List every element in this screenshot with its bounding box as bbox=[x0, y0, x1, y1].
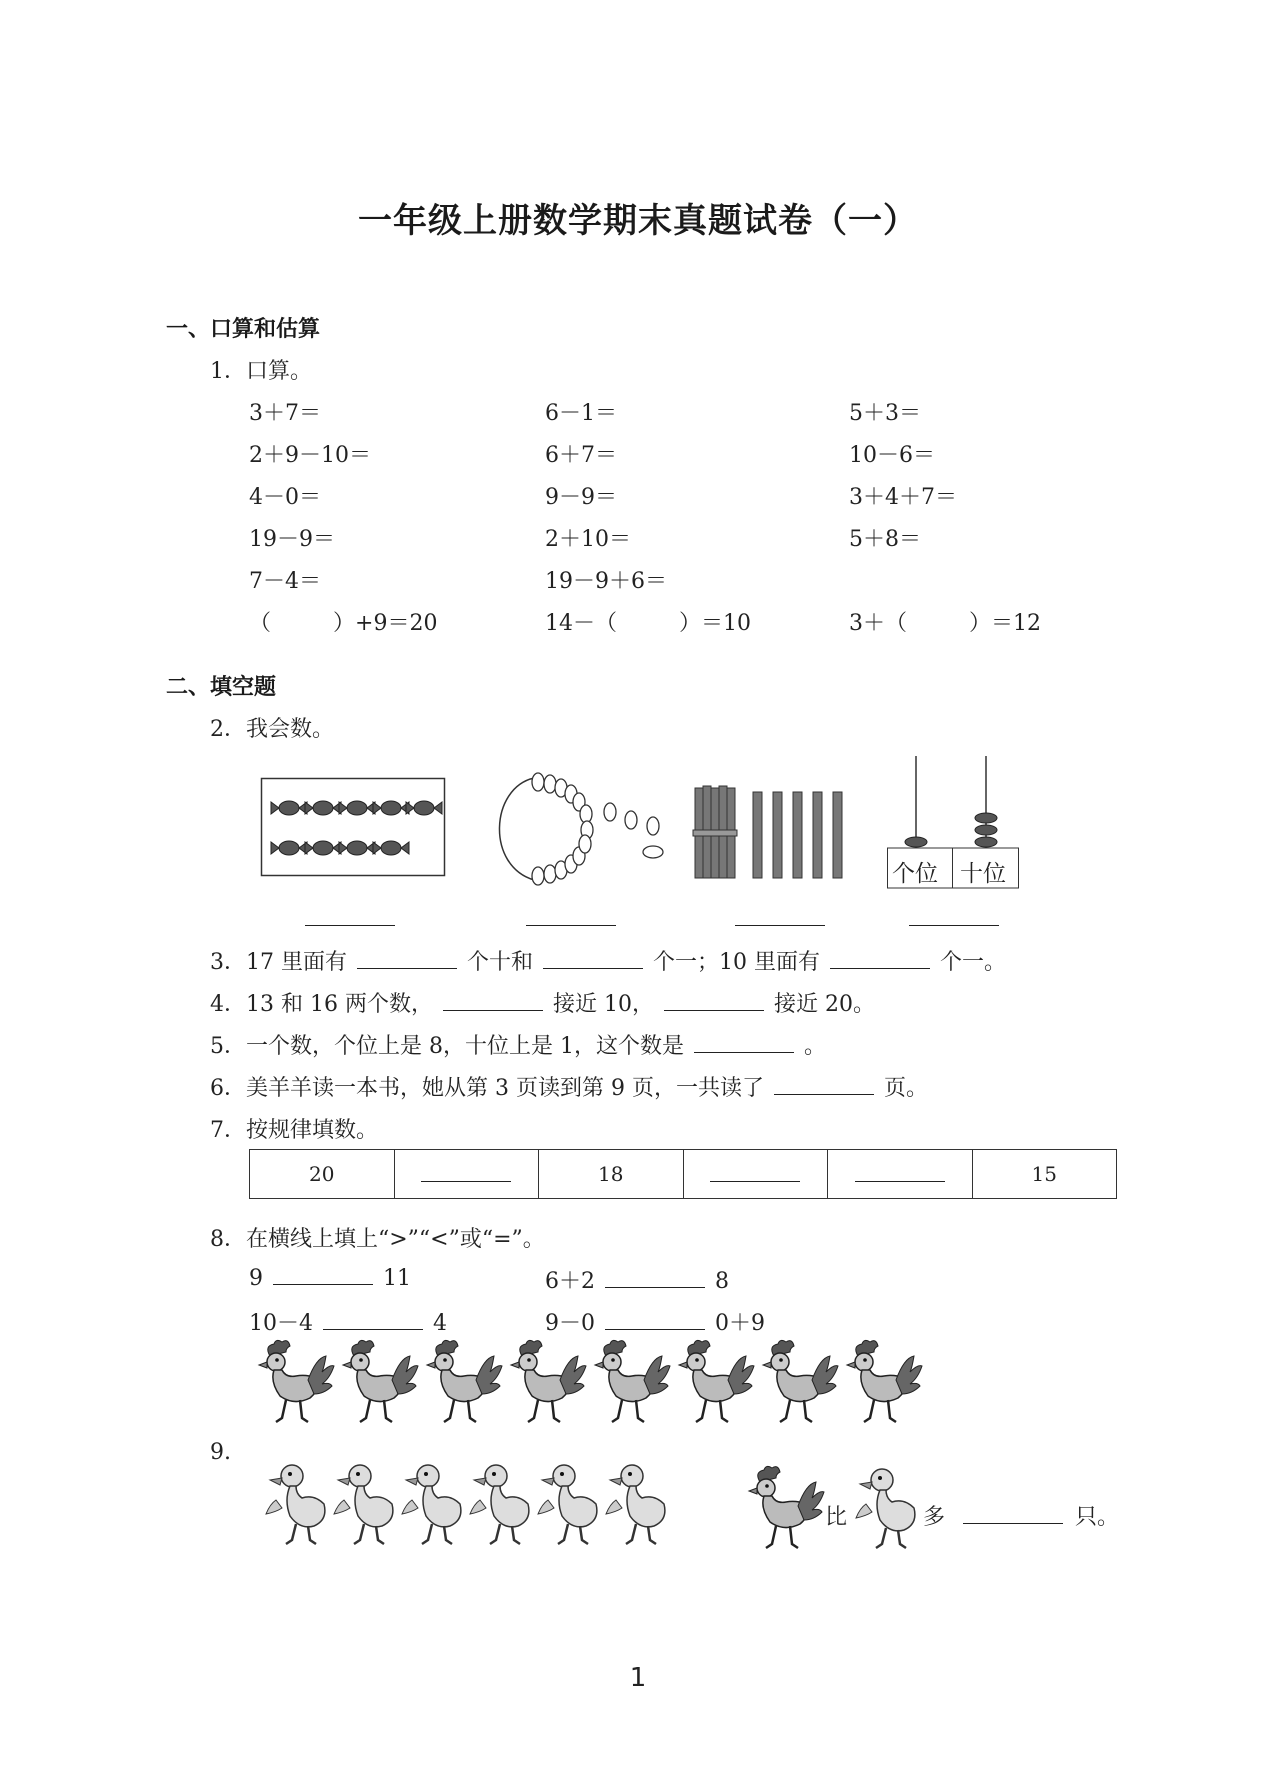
sequence-cell-blank[interactable] bbox=[684, 1150, 829, 1198]
compare-right: 0＋9 bbox=[715, 1311, 765, 1336]
calc-fill-item bbox=[545, 606, 751, 637]
duck-icon bbox=[606, 1465, 665, 1544]
answer-blank[interactable] bbox=[323, 1309, 423, 1330]
compare-right: 4 bbox=[433, 1311, 447, 1336]
calc-item: 5＋3＝ bbox=[849, 401, 921, 426]
answer-blank[interactable] bbox=[443, 990, 543, 1011]
answer-blank[interactable] bbox=[421, 1167, 511, 1182]
q4-text: 接近 20。 bbox=[773, 992, 875, 1017]
calc-item: 19－9＝ bbox=[249, 527, 335, 552]
q9-zhi: 只。 bbox=[1075, 1505, 1120, 1530]
q3 bbox=[210, 945, 1006, 976]
q6-text: 6．美羊羊读一本书，她从第 3 页读到第 9 页，一共读了 bbox=[210, 1076, 764, 1101]
page-number: 1 bbox=[629, 1663, 647, 1693]
compare-item bbox=[249, 1264, 411, 1291]
calc-item: 2＋9－10＝ bbox=[249, 443, 371, 468]
compare-item bbox=[249, 1306, 447, 1337]
q3-text: 3．17 里面有 bbox=[210, 950, 347, 975]
section-2-heading: 二、填空题 bbox=[166, 675, 277, 700]
rooster-icon bbox=[763, 1340, 838, 1422]
answer-blank[interactable] bbox=[710, 1167, 800, 1182]
q8-label: 8．在横线上填上“>”“<”或“=”。 bbox=[210, 1227, 545, 1252]
duck-row bbox=[262, 1460, 682, 1560]
answer-line-candy[interactable] bbox=[305, 925, 395, 926]
compare-left: 9－0 bbox=[545, 1311, 595, 1336]
sticks-picture bbox=[692, 782, 852, 880]
sequence-cell-blank[interactable] bbox=[395, 1150, 540, 1198]
rooster-icon bbox=[740, 1462, 830, 1558]
answer-blank[interactable] bbox=[963, 1503, 1063, 1524]
page-title: 一年级上册数学期末真题试卷（一） bbox=[358, 201, 918, 241]
duck-icon bbox=[266, 1465, 325, 1544]
duck-icon bbox=[852, 1462, 922, 1558]
compare-right: 8 bbox=[715, 1269, 729, 1294]
answer-blank[interactable] bbox=[605, 1267, 705, 1288]
q5-text: 5．一个数，个位上是 8，十位上是 1，这个数是 bbox=[210, 1034, 684, 1059]
calc-item: 19－9＋6＝ bbox=[545, 569, 667, 594]
answer-blank[interactable] bbox=[830, 948, 930, 969]
calc-paren-close: ）＝12 bbox=[969, 611, 1041, 636]
calc-fill-item bbox=[249, 606, 437, 637]
calc-paren-close: ）+9＝20 bbox=[333, 611, 438, 636]
calc-paren-close: ）＝10 bbox=[679, 611, 751, 636]
q3-text: 个十和 bbox=[467, 950, 534, 975]
calc-item: 6＋7＝ bbox=[545, 443, 617, 468]
sequence-cell-blank[interactable] bbox=[828, 1150, 973, 1198]
calc-item: 9－9＝ bbox=[545, 485, 617, 510]
compare-item bbox=[545, 1264, 729, 1295]
calc-item: 5＋8＝ bbox=[849, 527, 921, 552]
calc-fill-item bbox=[849, 606, 1041, 637]
abacus-tens-label: 十位 bbox=[960, 861, 1006, 887]
rooster-icon bbox=[259, 1340, 334, 1422]
abacus-ones-label: 个位 bbox=[892, 861, 938, 887]
q2-label: 2．我会数。 bbox=[210, 717, 334, 742]
calc-item: 3＋4＋7＝ bbox=[849, 485, 957, 510]
q3-text: 个一；10 里面有 bbox=[653, 950, 821, 975]
rooster-icon bbox=[511, 1340, 586, 1422]
q4 bbox=[210, 987, 875, 1018]
rooster-row bbox=[250, 1340, 930, 1432]
rooster-icon bbox=[595, 1340, 670, 1422]
calc-paren-open: 14－（ bbox=[545, 611, 617, 636]
q3-text: 个一。 bbox=[940, 950, 1007, 975]
compare-left: 9 bbox=[249, 1266, 263, 1291]
answer-blank[interactable] bbox=[855, 1167, 945, 1182]
calc-paren-open: 3＋（ bbox=[849, 611, 907, 636]
calc-item: 7－4＝ bbox=[249, 569, 321, 594]
calc-item: 3＋7＝ bbox=[249, 401, 321, 426]
rooster-icon bbox=[847, 1340, 922, 1422]
answer-blank[interactable] bbox=[664, 990, 764, 1011]
q5 bbox=[210, 1029, 826, 1060]
compare-left: 10－4 bbox=[249, 1311, 313, 1336]
sequence-cell: 20 bbox=[250, 1150, 395, 1198]
duck-icon bbox=[402, 1465, 461, 1544]
rooster-icon bbox=[343, 1340, 418, 1422]
calc-item: 2＋10＝ bbox=[545, 527, 631, 552]
duck-icon bbox=[334, 1465, 393, 1544]
q7-label: 7．按规律填数。 bbox=[210, 1118, 378, 1143]
candy-box-picture bbox=[261, 778, 445, 876]
section-1-heading: 一、口算和估算 bbox=[166, 317, 321, 342]
compare-item bbox=[545, 1306, 765, 1337]
answer-blank[interactable] bbox=[694, 1032, 794, 1053]
answer-blank[interactable] bbox=[357, 948, 457, 969]
q6-text: 页。 bbox=[883, 1076, 928, 1101]
rooster-icon bbox=[427, 1340, 502, 1422]
answer-blank[interactable] bbox=[543, 948, 643, 969]
sequence-table bbox=[249, 1149, 1117, 1199]
duck-icon bbox=[470, 1465, 529, 1544]
duck-icon bbox=[538, 1465, 597, 1544]
q9-label: 9. bbox=[210, 1440, 231, 1465]
calc-item: 4－0＝ bbox=[249, 485, 321, 510]
answer-blank[interactable] bbox=[605, 1309, 705, 1330]
sequence-cell: 18 bbox=[539, 1150, 684, 1198]
compare-right: 11 bbox=[383, 1266, 411, 1291]
q9-bi: 比 bbox=[825, 1505, 848, 1530]
q5-text: 。 bbox=[803, 1034, 826, 1059]
answer-line-sticks[interactable] bbox=[735, 925, 825, 926]
answer-blank[interactable] bbox=[774, 1074, 874, 1095]
calc-item: 10－6＝ bbox=[849, 443, 935, 468]
q9-text bbox=[923, 1500, 1119, 1531]
calc-item: 6－1＝ bbox=[545, 401, 617, 426]
q4-text: 4．13 和 16 两个数， bbox=[210, 992, 433, 1017]
q1-label: 1．口算。 bbox=[210, 359, 312, 384]
rooster-icon bbox=[679, 1340, 754, 1422]
calc-paren-open: （ bbox=[249, 611, 272, 636]
answer-line-abacus[interactable] bbox=[909, 925, 999, 926]
bead-string-picture bbox=[486, 770, 666, 888]
q9-duo: 多 bbox=[923, 1505, 946, 1530]
answer-line-beads[interactable] bbox=[526, 925, 616, 926]
answer-blank[interactable] bbox=[273, 1264, 373, 1285]
q4-text: 接近 10， bbox=[552, 992, 654, 1017]
q6 bbox=[210, 1071, 928, 1102]
compare-left: 6＋2 bbox=[545, 1269, 595, 1294]
sequence-cell: 15 bbox=[1031, 1162, 1057, 1186]
